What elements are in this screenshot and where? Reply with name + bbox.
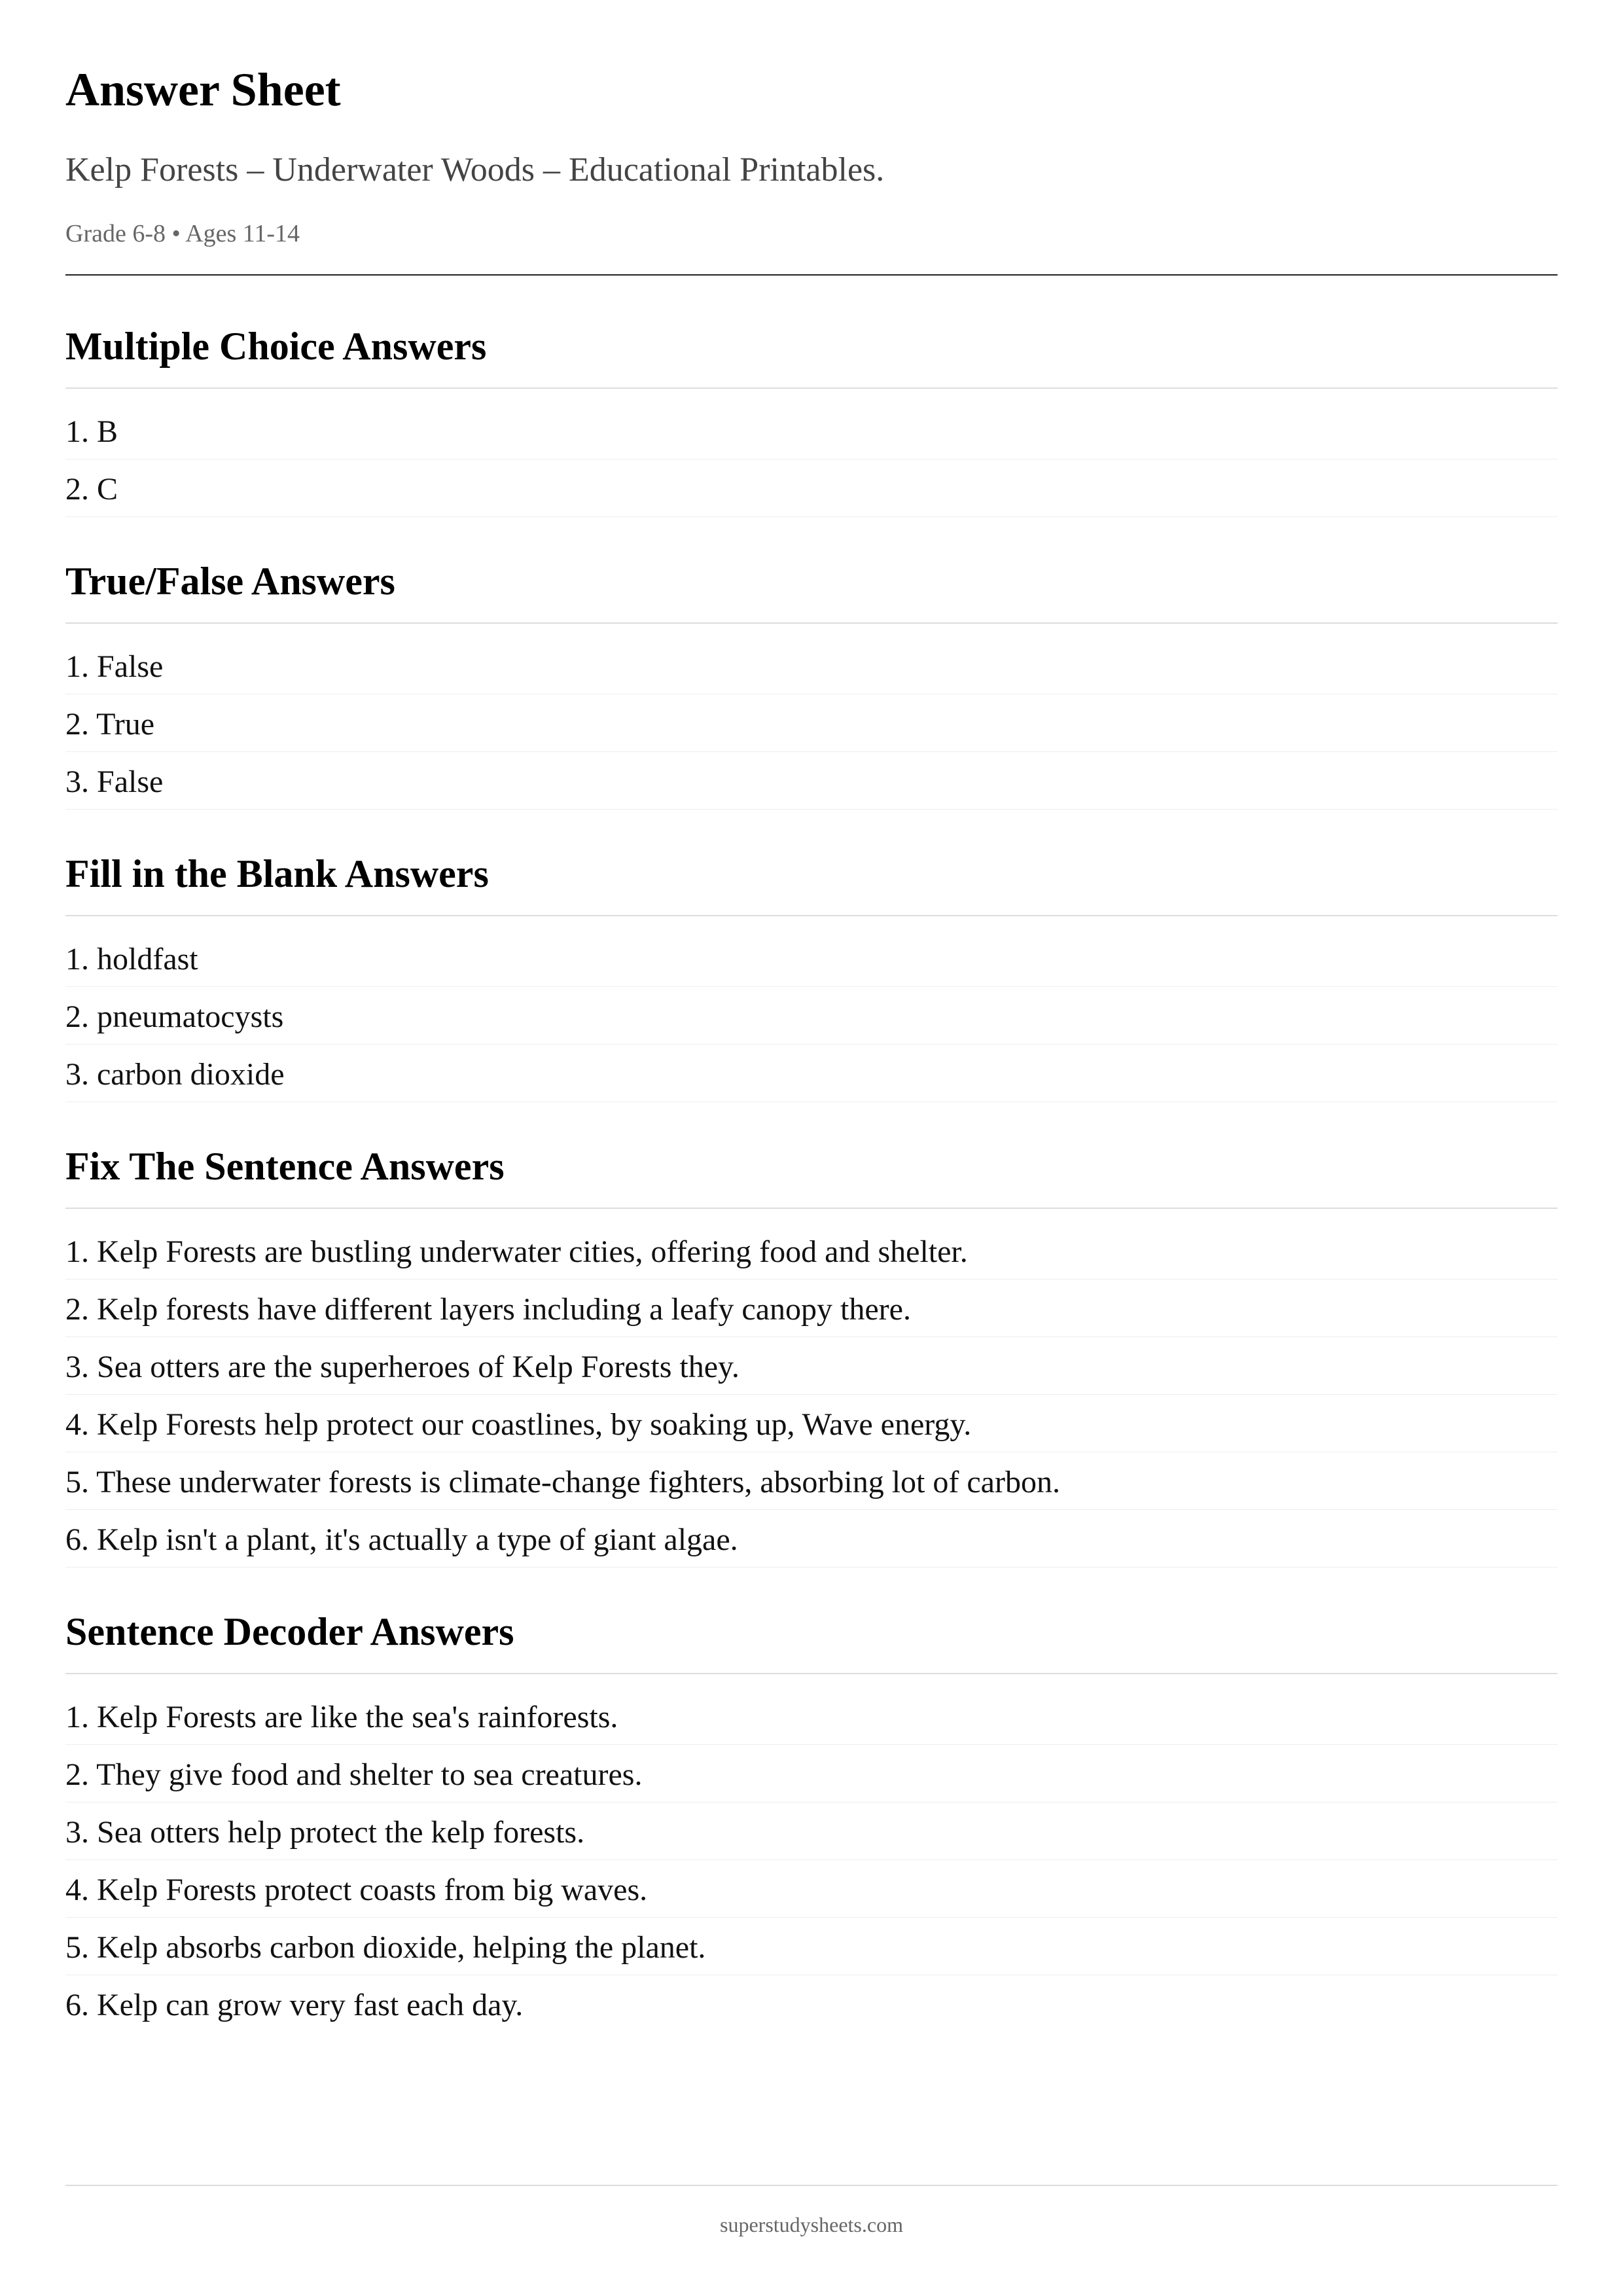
section-heading: Sentence Decoder Answers (65, 1608, 1558, 1674)
answer-item: 2. Kelp forests have different layers including a leafy canopy there. (65, 1280, 1558, 1337)
answer-item: 3. False (65, 752, 1558, 810)
answer-item: 5. Kelp absorbs carbon dioxide, helping the planet. (65, 1918, 1558, 1975)
answer-item: 1. Kelp Forests are bustling underwater cities, offering food and shelter. (65, 1222, 1558, 1280)
answer-list (65, 929, 1558, 1102)
answer-item: 3. carbon dioxide (65, 1045, 1558, 1102)
answer-item: 1. holdfast (65, 929, 1558, 987)
section-heading: Fix The Sentence Answers (65, 1143, 1558, 1209)
page-header (65, 0, 1558, 276)
section-fill-in-the-blank (65, 850, 1558, 1102)
answer-item: 2. pneumatocysts (65, 987, 1558, 1045)
section-heading: True/False Answers (65, 558, 1558, 624)
answer-item: 4. Kelp Forests protect coasts from big waves. (65, 1860, 1558, 1918)
answer-item: 6. Kelp can grow very fast each day. (65, 1988, 524, 2022)
section-heading: Multiple Choice Answers (65, 323, 1558, 389)
grade-age-info: Grade 6-8 • Ages 11-14 (65, 220, 300, 247)
page-footer (65, 2185, 1558, 2237)
answer-item: 3. Sea otters are the superheroes of Kelp Forests they. (65, 1337, 1558, 1395)
answer-item: 1. B (65, 402, 1558, 459)
answer-list (65, 637, 1558, 810)
section-sentence-decoder (65, 1608, 1558, 2032)
answer-item: 2. C (65, 459, 1558, 517)
answer-item: 2. They give food and shelter to sea creatures. (65, 1745, 1558, 1803)
section-heading: Fill in the Blank Answers (65, 850, 1558, 916)
page-title: Answer Sheet (65, 63, 341, 116)
footer-site-name: superstudysheets.com (720, 2213, 903, 2236)
page-subtitle: Kelp Forests – Underwater Woods – Educational Printables. (65, 151, 885, 188)
answer-item: 5. These underwater forests is climate-change fighters, absorbing lot of carbon. (65, 1452, 1558, 1510)
section-true-false (65, 558, 1558, 810)
answer-item: 1. Kelp Forests are like the sea's rainforests. (65, 1687, 1558, 1745)
answer-list (65, 1687, 1558, 2032)
answer-item: 3. Sea otters help protect the kelp forests. (65, 1803, 1558, 1860)
section-fix-the-sentence (65, 1143, 1558, 1568)
answer-item: 6. Kelp isn't a plant, it's actually a type of giant algae. (65, 1510, 1558, 1568)
answer-item: 2. True (65, 694, 1558, 752)
answer-list (65, 402, 1558, 517)
answer-item: 4. Kelp Forests help protect our coastlines, by soaking up, Wave energy. (65, 1395, 1558, 1452)
answer-list (65, 1222, 1558, 1568)
answer-item: 1. False (65, 637, 1558, 694)
answer-sheet-page (65, 0, 1558, 2032)
section-multiple-choice (65, 323, 1558, 517)
